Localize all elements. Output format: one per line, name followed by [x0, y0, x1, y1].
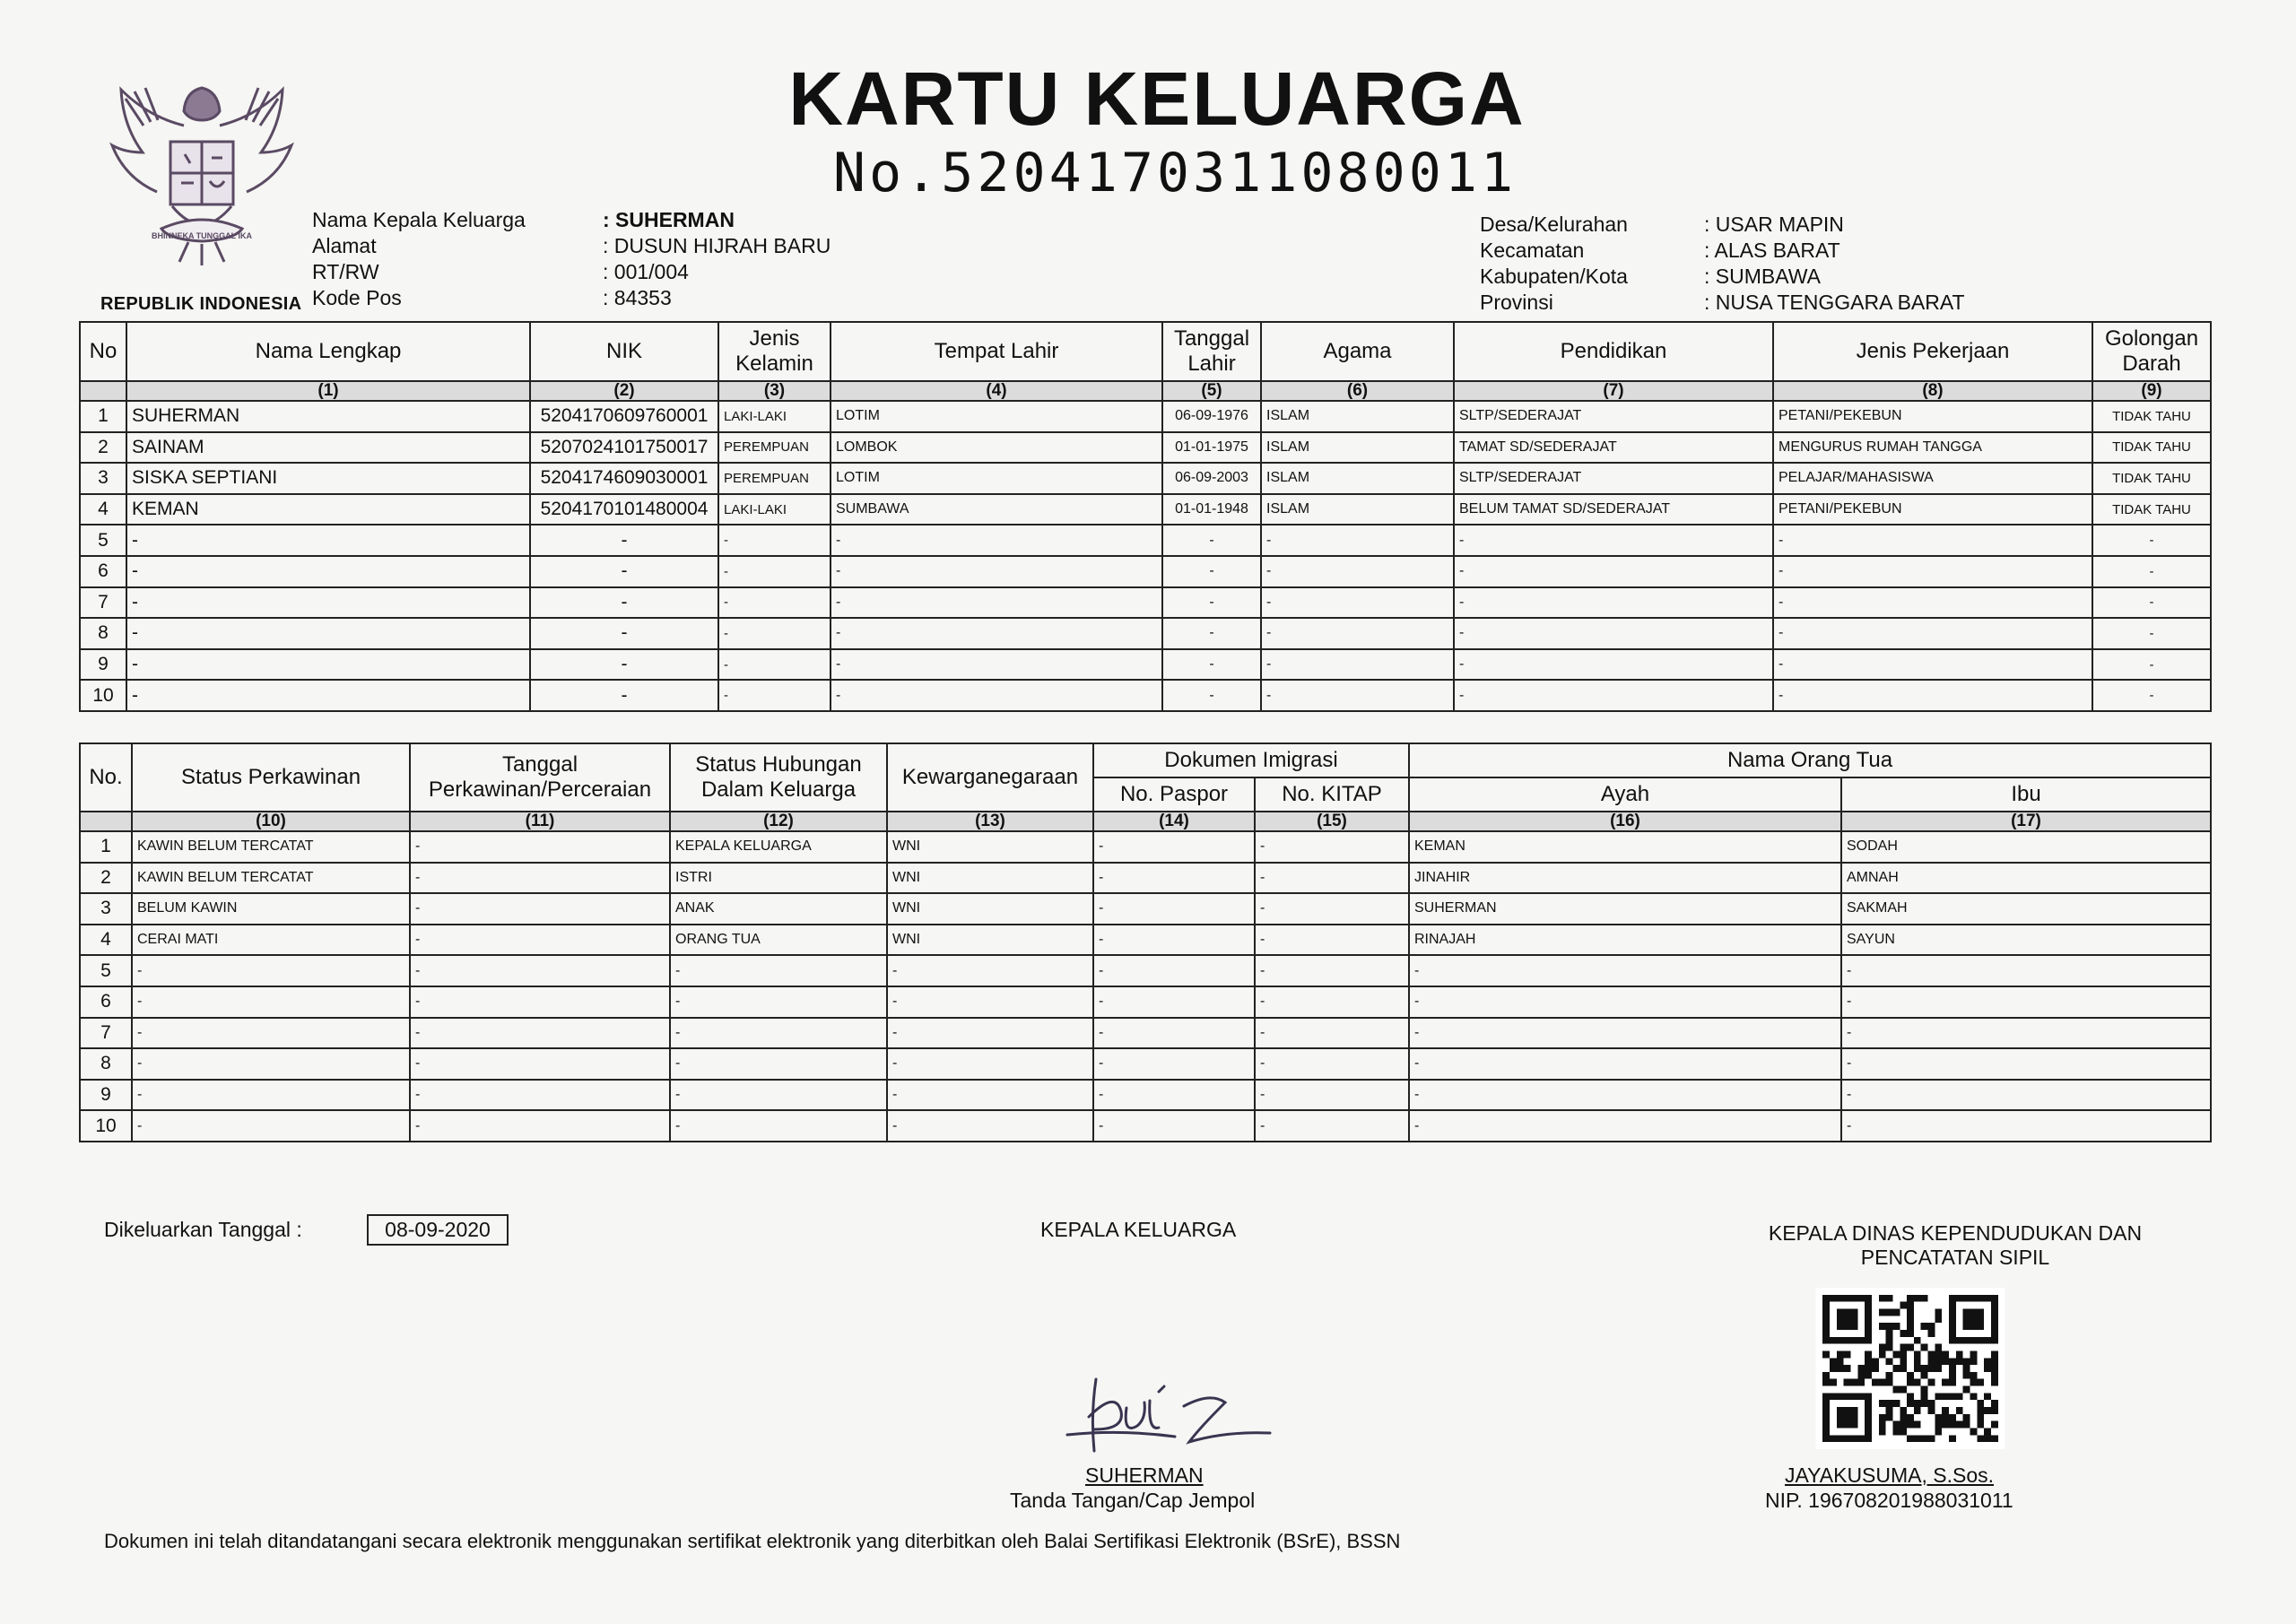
- table-cell: -: [1773, 556, 2092, 587]
- table-cell: 5204174609030001: [530, 463, 718, 494]
- info-value: : 84353: [603, 286, 672, 309]
- table-cell: TIDAK TAHU: [2092, 401, 2211, 432]
- table-cell: -: [410, 1048, 670, 1080]
- info-label: Kode Pos: [312, 286, 402, 309]
- col-number: (2): [530, 381, 718, 401]
- col-header-relationship: Status Hubungan Dalam Keluarga: [670, 743, 887, 812]
- table-cell: -: [718, 680, 831, 711]
- table-cell: -: [1255, 986, 1409, 1018]
- table-cell: -: [2092, 587, 2211, 619]
- table-cell: WNI: [887, 925, 1093, 956]
- document-title: KARTU KELUARGA: [788, 56, 1526, 141]
- table-row: [80, 1048, 2211, 1080]
- table-cell: -: [718, 587, 831, 619]
- table-cell: -: [831, 618, 1162, 649]
- col-number: (1): [126, 381, 530, 401]
- table-cell: -: [1093, 831, 1255, 863]
- table-cell: 2: [80, 432, 126, 464]
- table-cell: -: [132, 986, 410, 1018]
- col-number: (13): [887, 812, 1093, 831]
- table-cell: SUMBAWA: [831, 494, 1162, 525]
- table-cell: -: [1773, 525, 2092, 556]
- col-header-occupation: Jenis Pekerjaan: [1773, 322, 2092, 381]
- e-signature-disclaimer: Dokumen ini telah ditandatangani secara elektronik menggunakan sertifikat elektronik yang diterbitkan oleh Balai Sertifikasi Elektronik (BSrE), BSSN: [104, 1530, 1401, 1552]
- table-cell: 5: [80, 525, 126, 556]
- info-row-address: [312, 233, 831, 259]
- col-number: (10): [132, 812, 410, 831]
- table-cell: -: [1454, 587, 1773, 619]
- col-header-marital: Status Perkawinan: [132, 743, 410, 812]
- table-row: [80, 831, 2211, 863]
- col-header-citizenship: Kewarganegaraan: [887, 743, 1093, 812]
- members-table: [79, 321, 2212, 712]
- table-cell: SAYUN: [1841, 925, 2211, 956]
- table-cell: -: [1841, 986, 2211, 1018]
- table-cell: -: [1093, 1110, 1255, 1142]
- document-number: No.5204170311080011: [832, 142, 1518, 204]
- table-cell: -: [1841, 1018, 2211, 1049]
- svg-text:BHINNEKA TUNGGAL IKA: BHINNEKA TUNGGAL IKA: [152, 231, 252, 240]
- table-row: [80, 1080, 2211, 1111]
- table-cell: -: [670, 1080, 887, 1111]
- col-header-no: No: [80, 322, 126, 381]
- table-cell: CERAI MATI: [132, 925, 410, 956]
- col-header-birthdate: Tanggal Lahir: [1162, 322, 1261, 381]
- col-header-gender: Jenis Kelamin: [718, 322, 831, 381]
- col-header-nik: NIK: [530, 322, 718, 381]
- table-cell: -: [1255, 831, 1409, 863]
- table-cell: PETANI/PEKEBUN: [1773, 494, 2092, 525]
- col-header-father: Ayah: [1409, 777, 1841, 812]
- table-cell: -: [2092, 618, 2211, 649]
- table-cell: -: [132, 1048, 410, 1080]
- table-cell: WNI: [887, 863, 1093, 894]
- table-cell: MENGURUS RUMAH TANGGA: [1773, 432, 2092, 464]
- table-cell: -: [1454, 618, 1773, 649]
- table-cell: 10: [80, 680, 126, 711]
- table-cell: ISLAM: [1261, 494, 1454, 525]
- table-cell: -: [1162, 649, 1261, 681]
- table-cell: -: [1093, 1018, 1255, 1049]
- table-cell: TIDAK TAHU: [2092, 432, 2211, 464]
- table-cell: -: [1261, 680, 1454, 711]
- table-cell: SISKA SEPTIANI: [126, 463, 530, 494]
- table-cell: ISLAM: [1261, 401, 1454, 432]
- official-nip: NIP. 196708201988031011: [1765, 1489, 2013, 1512]
- table-cell: -: [831, 649, 1162, 681]
- table-cell: 6: [80, 986, 132, 1018]
- head-of-family-label: KEPALA KELUARGA: [1040, 1218, 1237, 1241]
- table-cell: -: [530, 618, 718, 649]
- table-cell: -: [1261, 525, 1454, 556]
- table-cell: -: [1261, 649, 1454, 681]
- household-info: [312, 207, 831, 311]
- table-cell: -: [1093, 986, 1255, 1018]
- col-header-marriage-date: Tanggal Perkawinan/Perceraian: [410, 743, 670, 812]
- table-cell: -: [1093, 863, 1255, 894]
- col-number: (16): [1409, 812, 1841, 831]
- issued-date-block: [104, 1214, 509, 1246]
- table-cell: -: [670, 1110, 887, 1142]
- signature-icon: [1049, 1363, 1318, 1462]
- table-cell: PEREMPUAN: [718, 463, 831, 494]
- col-number: [80, 812, 132, 831]
- table-row: [80, 587, 2211, 619]
- info-value: : SUMBAWA: [1704, 265, 1821, 288]
- table-cell: -: [2092, 525, 2211, 556]
- table-cell: -: [1261, 587, 1454, 619]
- table-cell: -: [1261, 618, 1454, 649]
- table-cell: KAWIN BELUM TERCATAT: [132, 831, 410, 863]
- table-cell: -: [410, 986, 670, 1018]
- col-header-immigration: Dokumen Imigrasi: [1093, 743, 1409, 777]
- info-row-province: [1480, 290, 1965, 316]
- table-cell: -: [410, 925, 670, 956]
- col-number: [80, 381, 126, 401]
- table-cell: TIDAK TAHU: [2092, 463, 2211, 494]
- table-cell: 5: [80, 955, 132, 986]
- table-cell: KEMAN: [1409, 831, 1841, 863]
- table-cell: LOTIM: [831, 401, 1162, 432]
- table-cell: LAKI-LAKI: [718, 401, 831, 432]
- table-cell: -: [831, 587, 1162, 619]
- table-cell: LOMBOK: [831, 432, 1162, 464]
- table-cell: -: [1093, 1048, 1255, 1080]
- table-cell: JINAHIR: [1409, 863, 1841, 894]
- col-number: (8): [1773, 381, 2092, 401]
- table-cell: -: [670, 955, 887, 986]
- agency-title-line2: PENCATATAN SIPIL: [1860, 1246, 2050, 1269]
- table-cell: 8: [80, 1048, 132, 1080]
- table-cell: -: [126, 649, 530, 681]
- table-cell: SODAH: [1841, 831, 2211, 863]
- table-cell: -: [1773, 618, 2092, 649]
- table-row: [80, 955, 2211, 986]
- col-header-mother: Ibu: [1841, 777, 2211, 812]
- table-cell: -: [670, 986, 887, 1018]
- info-row-postcode: [312, 285, 831, 311]
- info-value: : SUHERMAN: [603, 208, 735, 231]
- table-cell: -: [410, 1080, 670, 1111]
- col-header-name: Nama Lengkap: [126, 322, 530, 381]
- table-cell: -: [410, 1018, 670, 1049]
- info-row-village: [1480, 212, 1965, 238]
- table-cell: 7: [80, 587, 126, 619]
- table-cell: -: [1409, 1080, 1841, 1111]
- info-value: : USAR MAPIN: [1704, 213, 1844, 236]
- table-cell: -: [1255, 1110, 1409, 1142]
- table-cell: -: [718, 556, 831, 587]
- table-cell: PELAJAR/MAHASISWA: [1773, 463, 2092, 494]
- table-row: [80, 1018, 2211, 1049]
- table-cell: -: [1409, 1110, 1841, 1142]
- table-cell: -: [1255, 955, 1409, 986]
- table-cell: 9: [80, 649, 126, 681]
- table-cell: -: [530, 525, 718, 556]
- table-cell: -: [1261, 556, 1454, 587]
- table-cell: -: [1162, 587, 1261, 619]
- table-cell: -: [1773, 680, 2092, 711]
- info-row-rtrw: [312, 259, 831, 285]
- table-cell: -: [1841, 955, 2211, 986]
- official-name: JAYAKUSUMA, S.Sos.: [1785, 1463, 1995, 1487]
- table-cell: -: [1255, 925, 1409, 956]
- table-cell: -: [126, 618, 530, 649]
- table-cell: -: [1454, 649, 1773, 681]
- issued-label: Dikeluarkan Tanggal :: [104, 1218, 302, 1241]
- table-cell: -: [126, 525, 530, 556]
- column-number-row: [80, 812, 2211, 831]
- table-cell: -: [670, 1048, 887, 1080]
- info-label: Desa/Kelurahan: [1480, 213, 1628, 236]
- table-cell: 8: [80, 618, 126, 649]
- table-cell: RINAJAH: [1409, 925, 1841, 956]
- table-cell: LOTIM: [831, 463, 1162, 494]
- table-cell: -: [126, 587, 530, 619]
- info-value: : 001/004: [603, 260, 689, 283]
- table-cell: -: [1093, 925, 1255, 956]
- table-cell: -: [718, 525, 831, 556]
- info-value: : NUSA TENGGARA BARAT: [1704, 291, 1965, 314]
- table-row: [80, 649, 2211, 681]
- signature-note: Tanda Tangan/Cap Jempol: [1010, 1489, 1256, 1512]
- table-cell: -: [831, 525, 1162, 556]
- table-cell: -: [1255, 1018, 1409, 1049]
- col-number: (9): [2092, 381, 2211, 401]
- table-cell: -: [670, 1018, 887, 1049]
- table-cell: -: [132, 1080, 410, 1111]
- info-value: : DUSUN HIJRAH BARU: [603, 234, 831, 257]
- table-row: [80, 556, 2211, 587]
- table-cell: ISLAM: [1261, 432, 1454, 464]
- col-number: (15): [1255, 812, 1409, 831]
- table-cell: -: [126, 680, 530, 711]
- table-cell: -: [410, 831, 670, 863]
- col-header-kitap: No. KITAP: [1255, 777, 1409, 812]
- table-cell: 3: [80, 893, 132, 925]
- table-row: [80, 494, 2211, 525]
- info-label: Kecamatan: [1480, 239, 1585, 262]
- table-cell: TAMAT SD/SEDERAJAT: [1454, 432, 1773, 464]
- table-cell: -: [887, 1080, 1093, 1111]
- table-cell: ISTRI: [670, 863, 887, 894]
- table-row: [80, 401, 2211, 432]
- agency-title: [1695, 1221, 2215, 1270]
- table-cell: 06-09-1976: [1162, 401, 1261, 432]
- table-cell: SLTP/SEDERAJAT: [1454, 401, 1773, 432]
- table-cell: -: [831, 556, 1162, 587]
- table-cell: -: [530, 587, 718, 619]
- table-cell: -: [1773, 649, 2092, 681]
- head-of-family-name: SUHERMAN: [1085, 1463, 1204, 1487]
- table-cell: -: [1162, 618, 1261, 649]
- col-number: (17): [1841, 812, 2211, 831]
- table-cell: 1: [80, 401, 126, 432]
- table-cell: -: [1162, 556, 1261, 587]
- column-number-row: [80, 381, 2211, 401]
- table-cell: -: [132, 1110, 410, 1142]
- table-cell: -: [530, 680, 718, 711]
- table-row: [80, 893, 2211, 925]
- region-info: [1480, 212, 1965, 316]
- table-cell: -: [410, 1110, 670, 1142]
- table-cell: 06-09-2003: [1162, 463, 1261, 494]
- table-cell: -: [1454, 680, 1773, 711]
- table-cell: -: [1841, 1110, 2211, 1142]
- table-cell: -: [1454, 556, 1773, 587]
- table-cell: -: [1409, 1018, 1841, 1049]
- table-cell: -: [2092, 680, 2211, 711]
- col-header-blood: Golongan Darah: [2092, 322, 2211, 381]
- qr-code-icon: [1813, 1288, 2007, 1449]
- table-row: [80, 432, 2211, 464]
- info-row-regency: [1480, 264, 1965, 290]
- col-header-parents: Nama Orang Tua: [1409, 743, 2211, 777]
- col-header-birthplace: Tempat Lahir: [831, 322, 1162, 381]
- table-cell: 4: [80, 925, 132, 956]
- table-row: [80, 863, 2211, 894]
- table-row: [80, 618, 2211, 649]
- col-number: (11): [410, 812, 670, 831]
- col-header-passport: No. Paspor: [1093, 777, 1255, 812]
- table-cell: -: [718, 618, 831, 649]
- table-cell: WNI: [887, 893, 1093, 925]
- table-cell: PETANI/PEKEBUN: [1773, 401, 2092, 432]
- table-row: [80, 1110, 2211, 1142]
- table-cell: -: [1841, 1080, 2211, 1111]
- table-cell: ANAK: [670, 893, 887, 925]
- issued-date: 08-09-2020: [367, 1214, 509, 1246]
- col-header-education: Pendidikan: [1454, 322, 1773, 381]
- table-cell: -: [132, 955, 410, 986]
- table-cell: -: [1773, 587, 2092, 619]
- table-cell: 10: [80, 1110, 132, 1142]
- table-cell: -: [1093, 893, 1255, 925]
- table-cell: -: [887, 1048, 1093, 1080]
- table-cell: -: [1409, 955, 1841, 986]
- table-cell: SUHERMAN: [1409, 893, 1841, 925]
- status-table: [79, 743, 2212, 1142]
- info-row-district: [1480, 238, 1965, 264]
- table-cell: -: [1454, 525, 1773, 556]
- table-cell: -: [1841, 1048, 2211, 1080]
- table-cell: -: [410, 893, 670, 925]
- table-cell: -: [2092, 649, 2211, 681]
- table-cell: -: [132, 1018, 410, 1049]
- table-cell: -: [1255, 893, 1409, 925]
- table-cell: 5204170101480004: [530, 494, 718, 525]
- table-cell: -: [530, 649, 718, 681]
- table-cell: -: [887, 1018, 1093, 1049]
- table-cell: BELUM KAWIN: [132, 893, 410, 925]
- table-cell: -: [1093, 955, 1255, 986]
- table-cell: ORANG TUA: [670, 925, 887, 956]
- table-cell: KEMAN: [126, 494, 530, 525]
- info-label: Kabupaten/Kota: [1480, 265, 1628, 288]
- table-cell: -: [1162, 525, 1261, 556]
- table-cell: -: [887, 1110, 1093, 1142]
- table-cell: -: [718, 649, 831, 681]
- table-cell: KEPALA KELUARGA: [670, 831, 887, 863]
- table-cell: -: [530, 556, 718, 587]
- table-cell: SAKMAH: [1841, 893, 2211, 925]
- table-row: [80, 925, 2211, 956]
- table-cell: KAWIN BELUM TERCATAT: [132, 863, 410, 894]
- col-header-religion: Agama: [1261, 322, 1454, 381]
- col-number: (3): [718, 381, 831, 401]
- table-cell: AMNAH: [1841, 863, 2211, 894]
- table-cell: -: [1255, 1080, 1409, 1111]
- table-row: [80, 463, 2211, 494]
- table-cell: -: [410, 955, 670, 986]
- table-cell: -: [1409, 1048, 1841, 1080]
- table-cell: -: [1093, 1080, 1255, 1111]
- table-cell: -: [1255, 863, 1409, 894]
- table-row: [80, 680, 2211, 711]
- table-cell: 6: [80, 556, 126, 587]
- table-cell: -: [1255, 1048, 1409, 1080]
- table-cell: -: [2092, 556, 2211, 587]
- info-row-head: [312, 207, 831, 233]
- table-cell: 5207024101750017: [530, 432, 718, 464]
- table-cell: 9: [80, 1080, 132, 1111]
- table-cell: BELUM TAMAT SD/SEDERAJAT: [1454, 494, 1773, 525]
- col-number: (7): [1454, 381, 1773, 401]
- table-cell: -: [1409, 986, 1841, 1018]
- table-row: [80, 986, 2211, 1018]
- info-label: RT/RW: [312, 260, 379, 283]
- emblem-caption: REPUBLIK INDONESIA: [100, 294, 302, 314]
- table-cell: -: [887, 986, 1093, 1018]
- table-cell: 2: [80, 863, 132, 894]
- col-number: (14): [1093, 812, 1255, 831]
- table-cell: 3: [80, 463, 126, 494]
- table-cell: 4: [80, 494, 126, 525]
- table-cell: 5204170609760001: [530, 401, 718, 432]
- table-cell: -: [1162, 680, 1261, 711]
- info-label: Alamat: [312, 234, 377, 257]
- table-cell: SUHERMAN: [126, 401, 530, 432]
- table-cell: 1: [80, 831, 132, 863]
- agency-title-line1: KEPALA DINAS KEPENDUDUKAN DAN: [1768, 1221, 2143, 1245]
- table-cell: LAKI-LAKI: [718, 494, 831, 525]
- table-cell: -: [126, 556, 530, 587]
- info-label: Nama Kepala Keluarga: [312, 208, 526, 231]
- table-row: [80, 525, 2211, 556]
- col-header-no: No.: [80, 743, 132, 812]
- table-cell: 01-01-1975: [1162, 432, 1261, 464]
- table-cell: SAINAM: [126, 432, 530, 464]
- table-cell: TIDAK TAHU: [2092, 494, 2211, 525]
- table-cell: -: [887, 955, 1093, 986]
- table-cell: SLTP/SEDERAJAT: [1454, 463, 1773, 494]
- table-cell: -: [831, 680, 1162, 711]
- info-label: Provinsi: [1480, 291, 1553, 314]
- table-cell: PEREMPUAN: [718, 432, 831, 464]
- table-cell: WNI: [887, 831, 1093, 863]
- col-number: (5): [1162, 381, 1261, 401]
- col-number: (6): [1261, 381, 1454, 401]
- table-cell: -: [410, 863, 670, 894]
- table-cell: ISLAM: [1261, 463, 1454, 494]
- col-number: (12): [670, 812, 887, 831]
- table-cell: 7: [80, 1018, 132, 1049]
- info-value: : ALAS BARAT: [1704, 239, 1840, 262]
- col-number: (4): [831, 381, 1162, 401]
- table-cell: 01-01-1948: [1162, 494, 1261, 525]
